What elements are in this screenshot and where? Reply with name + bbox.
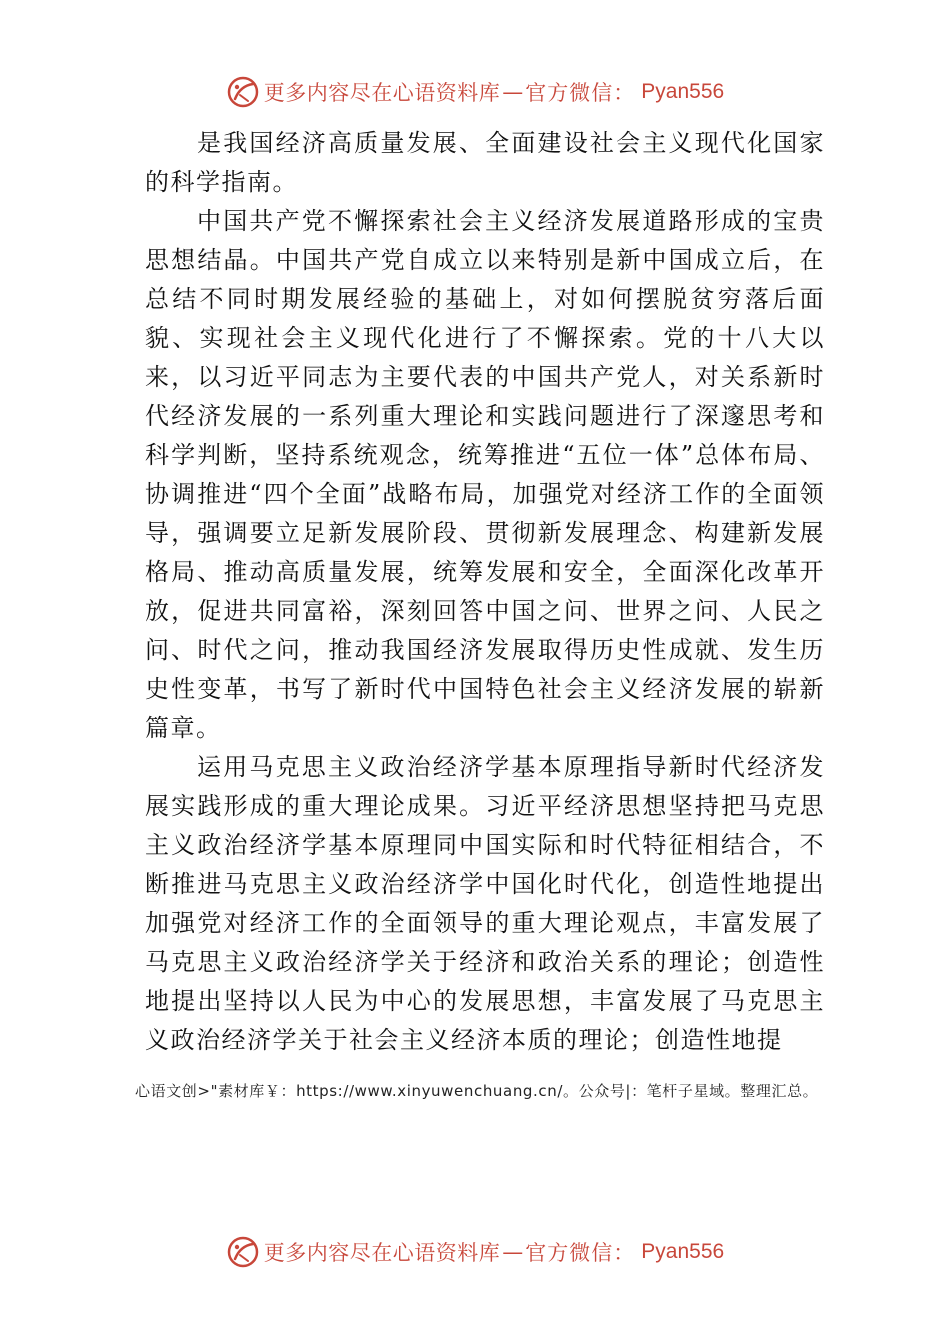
footer-banner: [0, 1232, 950, 1272]
banner-separator: —: [502, 1240, 524, 1264]
banner-slogan: 更多内容尽在心语资料库: [263, 81, 501, 105]
paragraph-3: 运用马克思主义政治经济学基本原理指导新时代经济发展实践形成的重大理论成果。习近平经济思想坚持把马克思主义政治经济学基本原理同中国实际和时代特征相结合，不断推进马克思主义政治经济学中国化时代化，创造性地提出加强党对经济工作的全面领导的重大理论观点，丰富发展了马克思主义政治经济学关于经济和政治关系的理论；创造性地提出坚持以人民为中心的发展思想，丰富发展了马克思主义政治经济学关于社会主义经济本质的理论；创造性地提: [145, 753, 825, 1054]
banner-separator: —: [502, 80, 524, 104]
banner-wechat-id: Pyan556: [641, 80, 725, 103]
brand-logo-icon: [226, 1235, 260, 1269]
banner-slogan: 更多内容尽在心语资料库: [263, 1241, 501, 1265]
paragraph-1: 是我国经济高质量发展、全面建设社会主义现代化国家的科学指南。: [145, 129, 825, 196]
source-footnote: 心语文创>"素材库￥：https://www.xinyuwenchuang.cn/。公众号|：笔杆子星域。整理汇总。: [135, 1082, 819, 1100]
banner-wechat-id: Pyan556: [641, 1240, 725, 1263]
document-body: [145, 124, 825, 1060]
paragraph-2: 中国共产党不懈探索社会主义经济发展道路形成的宝贵思想结晶。中国共产党自成立以来特别是新中国成立后，在总结不同时期发展经验的基础上，对如何摆脱贫穷落后面貌、实现社会主义现代化进行了不懈探索。党的十八大以来，以习近平同志为主要代表的中国共产党人，对关系新时代经济发展的一系列重大理论和实践问题进行了深邃思考和科学判断，坚持系统观念，统筹推进“五位一体”总体布局、协调推进“四个全面”战略布局，加强党对经济工作的全面领导，强调要立足新发展阶段、贯彻新发展理念、构建新发展格局、推动高质量发展，统筹发展和安全，全面深化改革开放，促进共同富裕，深刻回答中国之问、世界之问、人民之问、时代之问，推动我国经济发展取得历史性成就、发生历史性变革，书写了新时代中国特色社会主义经济发展的崭新篇章。: [145, 207, 825, 742]
banner-wechat-label: 官方微信：: [525, 1241, 636, 1265]
header-banner: [0, 72, 950, 112]
banner-wechat-label: 官方微信：: [525, 81, 636, 105]
brand-logo-icon: [226, 75, 260, 109]
